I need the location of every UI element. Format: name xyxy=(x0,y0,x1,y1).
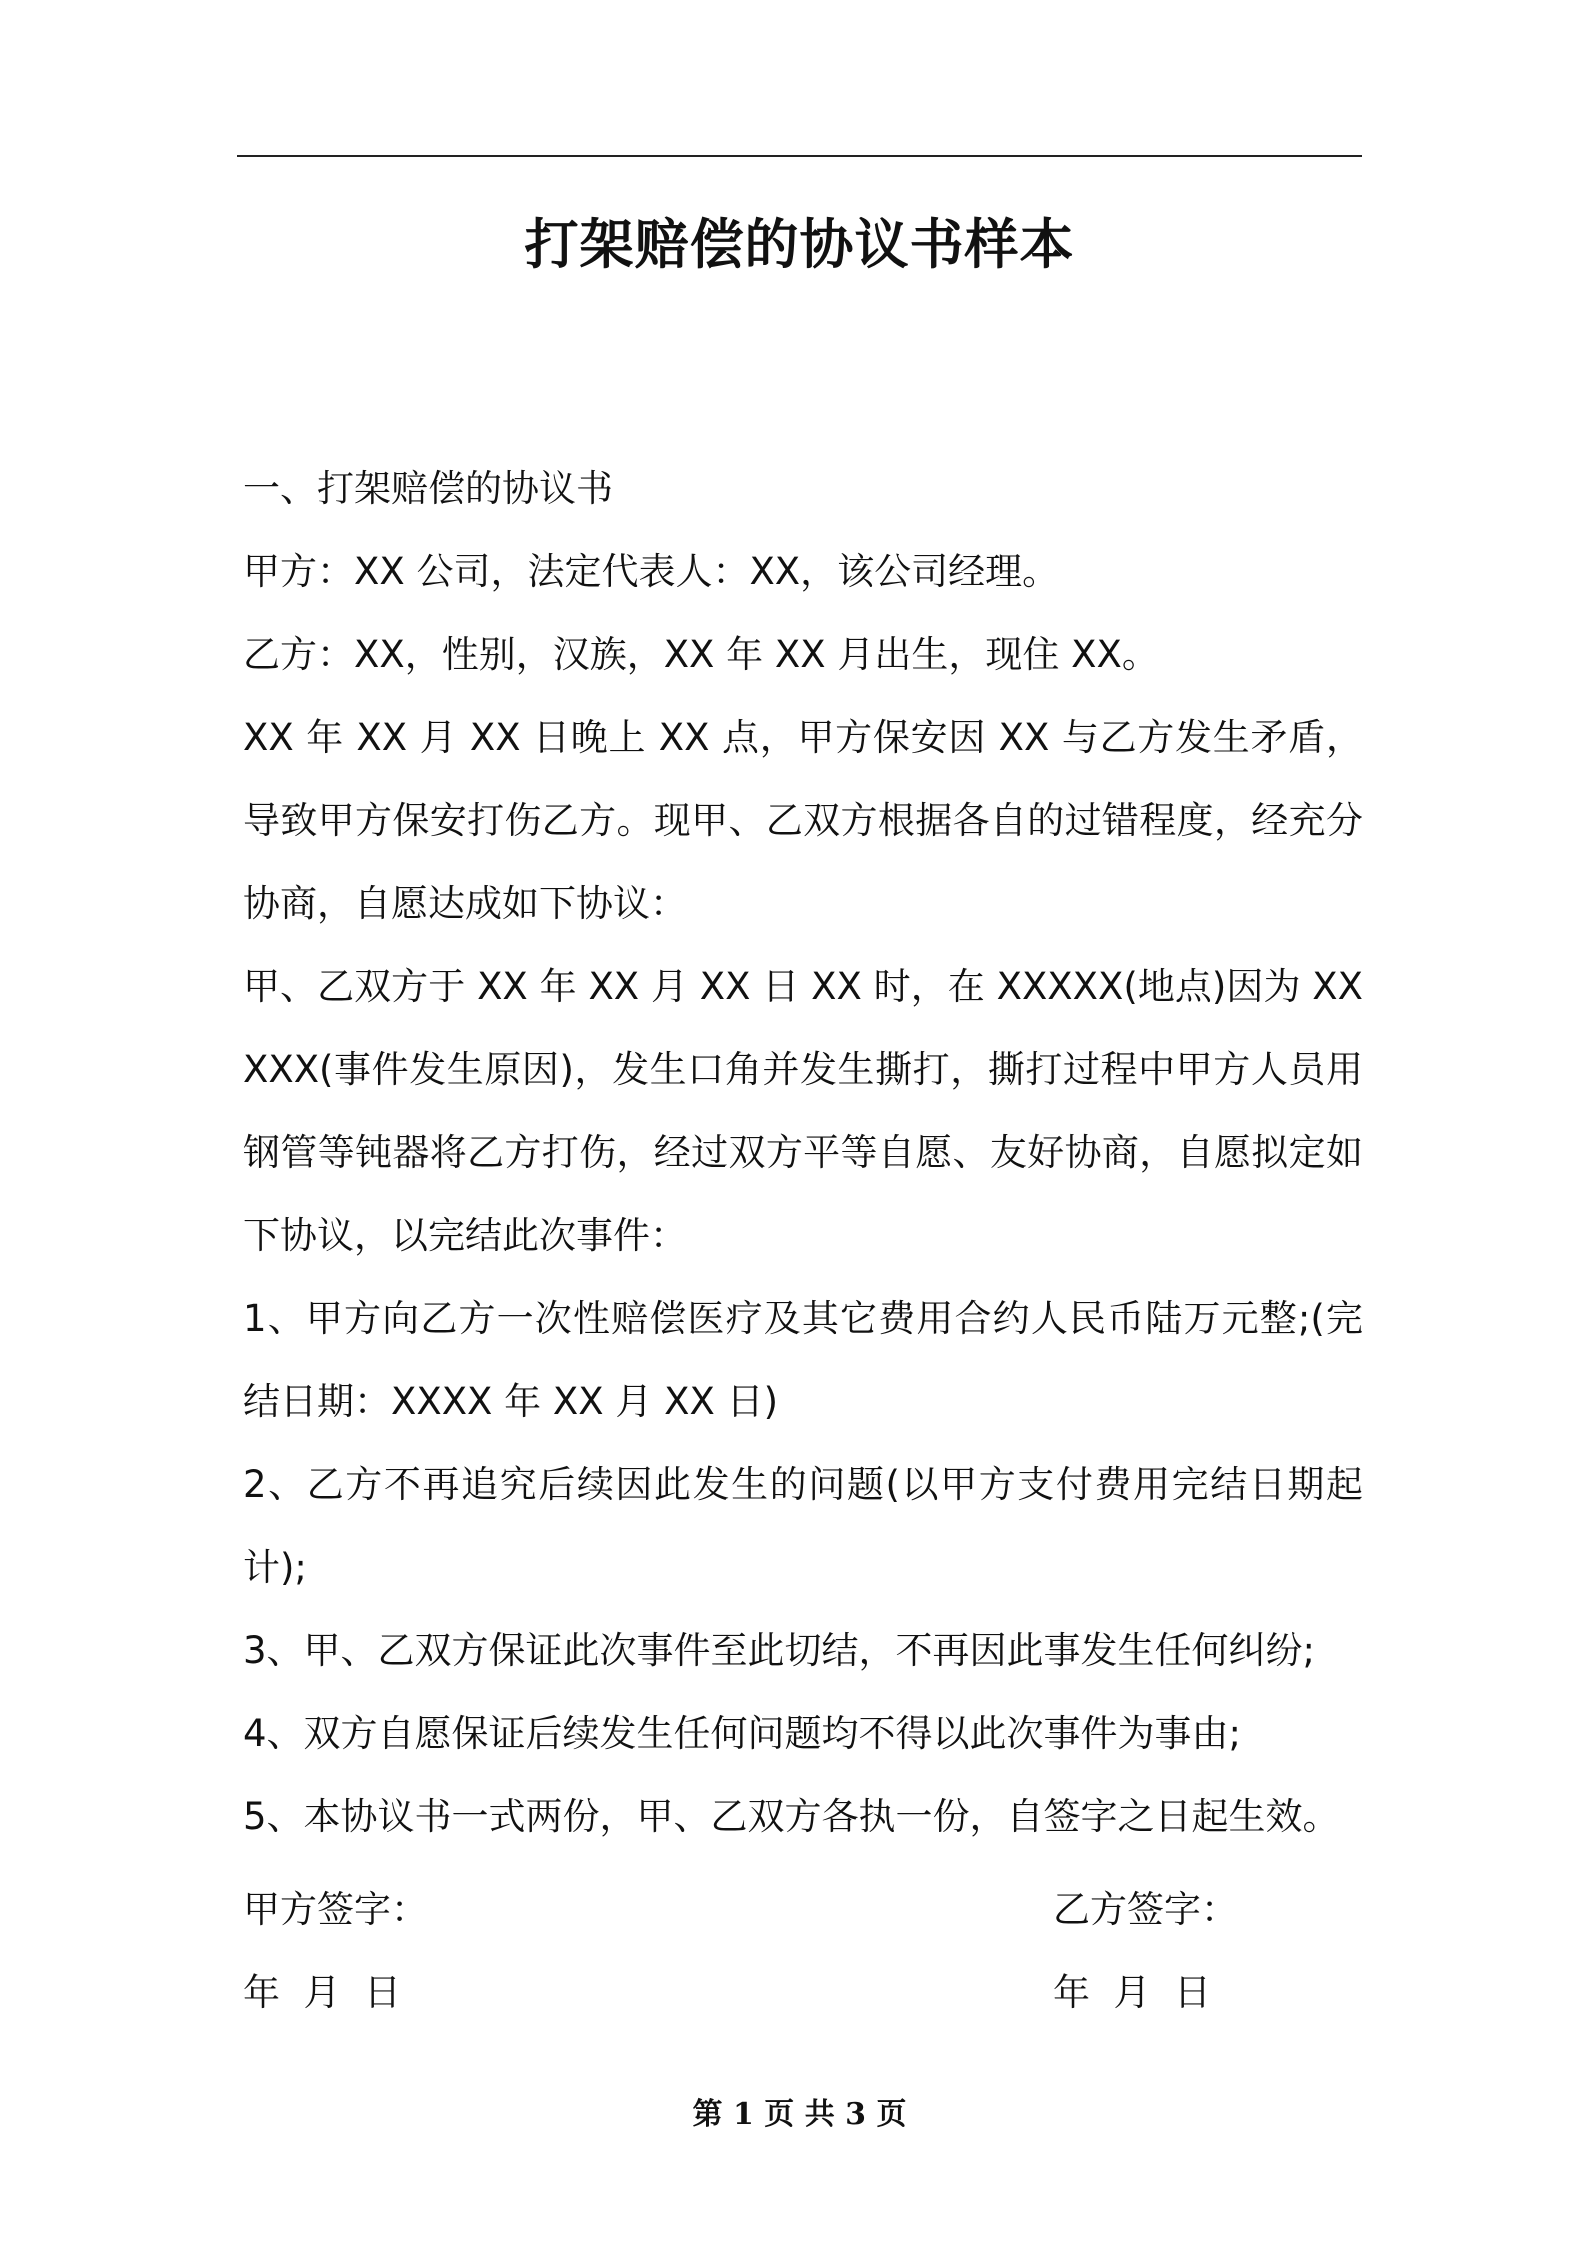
document-body xyxy=(243,447,1363,1858)
party-b-date: 年 月 日 xyxy=(1053,1971,1212,2014)
clause-5: 5、本协议书一式两份，甲、乙双方各执一份，自签字之日起生效。 xyxy=(243,1795,1340,1838)
signature-date-row xyxy=(243,1951,1363,2034)
party-b-signature-label: 乙方签字： xyxy=(1053,1888,1238,1931)
party-b-info: 乙方：XX，性别，汉族，XX 年 XX 月出生，现住 XX。 xyxy=(243,633,1159,676)
header-rule xyxy=(237,155,1362,157)
clause-1: 1、甲方向乙方一次性赔偿医疗及其它费用合约人民币陆万元整;(完结日期：XXXX 年 XX 月 XX 日) xyxy=(243,1297,1363,1423)
clause-4: 4、双方自愿保证后续发生任何问题均不得以此次事件为事由; xyxy=(243,1712,1242,1755)
incident-details: 甲、乙双方于 XX 年 XX 月 XX 日 XX 时，在 XXXXX(地点)因为 XXXXX(事件发生原因)，发生口角并发生撕打，撕打过程中甲方人员用钢管等钝器将乙方打伤，经过双方平等自愿、友好协商，自愿拟定如下协议，以完结此次事件： xyxy=(243,965,1363,1257)
party-a-info: 甲方：XX 公司，法定代表人：XX，该公司经理。 xyxy=(243,550,1060,593)
incident-summary: XX 年 XX 月 XX 日晚上 XX 点，甲方保安因 XX 与乙方发生矛盾，导致甲方保安打伤乙方。现甲、乙双方根据各自的过错程度，经充分协商，自愿达成如下协议： xyxy=(243,716,1363,925)
section-heading: 一、打架赔偿的协议书 xyxy=(243,467,613,510)
clause-2: 2、乙方不再追究后续因此发生的问题(以甲方支付费用完结日期起计); xyxy=(243,1463,1363,1589)
page-number-footer: 第 1 页 共 3 页 xyxy=(692,2097,907,2132)
clause-3: 3、甲、乙双方保证此次事件至此切结，不再因此事发生任何纠纷; xyxy=(243,1629,1316,1672)
party-a-signature-label: 甲方签字： xyxy=(243,1888,428,1931)
party-a-date: 年 月 日 xyxy=(243,1971,402,2014)
signature-row xyxy=(243,1868,1363,1951)
document-title: 打架赔偿的协议书样本 xyxy=(524,213,1075,276)
